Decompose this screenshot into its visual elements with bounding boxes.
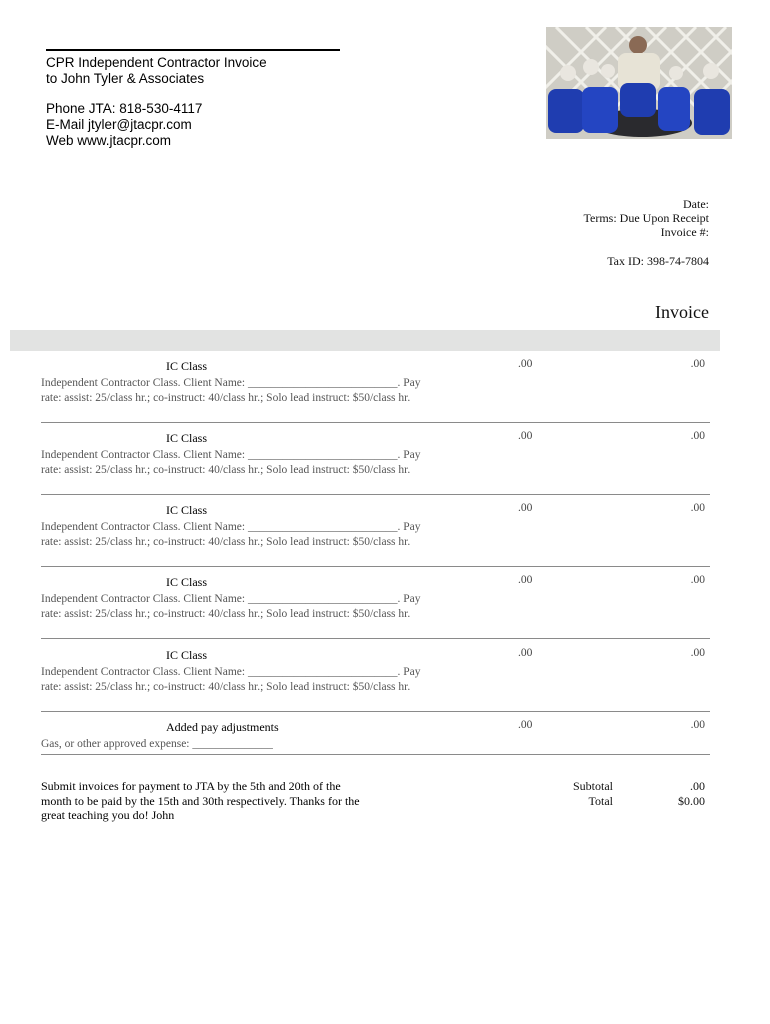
item-description: Independent Contractor Class. Client Name: __________________________. Pay rate: assist: 25/class hr.; co-instruct: 40/class hr.; Solo lead instruct: $50/class hr. [41,593,421,620]
header-rule [46,49,340,51]
subtotal-value: .00 [690,779,705,793]
invoice-heading-line2: to John Tyler & Associates [46,71,205,86]
item-amount: .00 [690,358,705,370]
item-description: Independent Contractor Class. Client Name: __________________________. Pay rate: assist: 25/class hr.; co-instruct: 40/class hr.; Solo lead instruct: $50/class hr. [41,377,421,404]
subtotal-label: Subtotal [572,779,613,793]
item-title: IC Class [166,431,208,445]
item-rate: .00 [518,574,533,586]
table-header-band [10,330,720,351]
line-item [0,495,770,567]
email-text: E-Mail jtyler@jtacpr.com [46,117,192,132]
invoice-title: Invoice [655,302,709,322]
item-description: Independent Contractor Class. Client Name: __________________________. Pay rate: assist: 25/class hr.; co-instruct: 40/class hr.; Solo lead instruct: $50/class hr. [41,521,421,548]
line-item [0,423,770,495]
line-item [0,351,770,423]
item-title: IC Class [166,359,208,373]
item-description: Gas, or other approved expense: ______________ [41,738,273,750]
phone-text: Phone JTA: 818-530-4117 [46,101,203,116]
item-rate: .00 [518,719,533,731]
date-label: Date: [683,197,709,211]
item-amount: .00 [690,574,705,586]
invoice-number-label: Invoice #: [660,225,709,239]
line-item [0,567,770,639]
invoice-heading-line1: CPR Independent Contractor Invoice [46,55,267,70]
cpr-class-photo [546,27,732,139]
item-description: Independent Contractor Class. Client Name: __________________________. Pay rate: assist: 25/class hr.; co-instruct: 40/class hr.; Solo lead instruct: $50/class hr. [41,449,421,476]
tax-id-text: Tax ID: 398-74-7804 [607,254,709,268]
item-title: IC Class [166,648,208,662]
item-title: IC Class [166,503,208,517]
row-divider [41,754,710,755]
item-amount: .00 [690,430,705,442]
item-amount: .00 [690,647,705,659]
item-title: IC Class [166,575,208,589]
line-item [0,640,770,712]
item-amount: .00 [690,719,705,731]
totals-values [678,779,705,808]
item-rate: .00 [518,430,533,442]
payment-note: Submit invoices for payment to JTA by the 5th and 20th of the month to be paid by the 15th and 30th respectively. Thanks for the great teaching you do! John [41,779,360,822]
row-divider [41,638,710,639]
item-rate: .00 [518,358,533,370]
total-label: Total [588,793,613,808]
item-description: Independent Contractor Class. Client Name: __________________________. Pay rate: assist: 25/class hr.; co-instruct: 40/class hr.; Solo lead instruct: $50/class hr. [41,666,421,693]
terms-text: Terms: Due Upon Receipt [583,211,709,225]
item-rate: .00 [518,502,533,514]
item-amount: .00 [690,502,705,514]
line-item [0,712,770,755]
item-title: Added pay adjustments [166,720,279,734]
web-text: Web www.jtacpr.com [46,133,172,148]
total-value: $0.00 [678,793,705,808]
item-rate: .00 [518,647,533,659]
totals-labels [573,779,613,808]
